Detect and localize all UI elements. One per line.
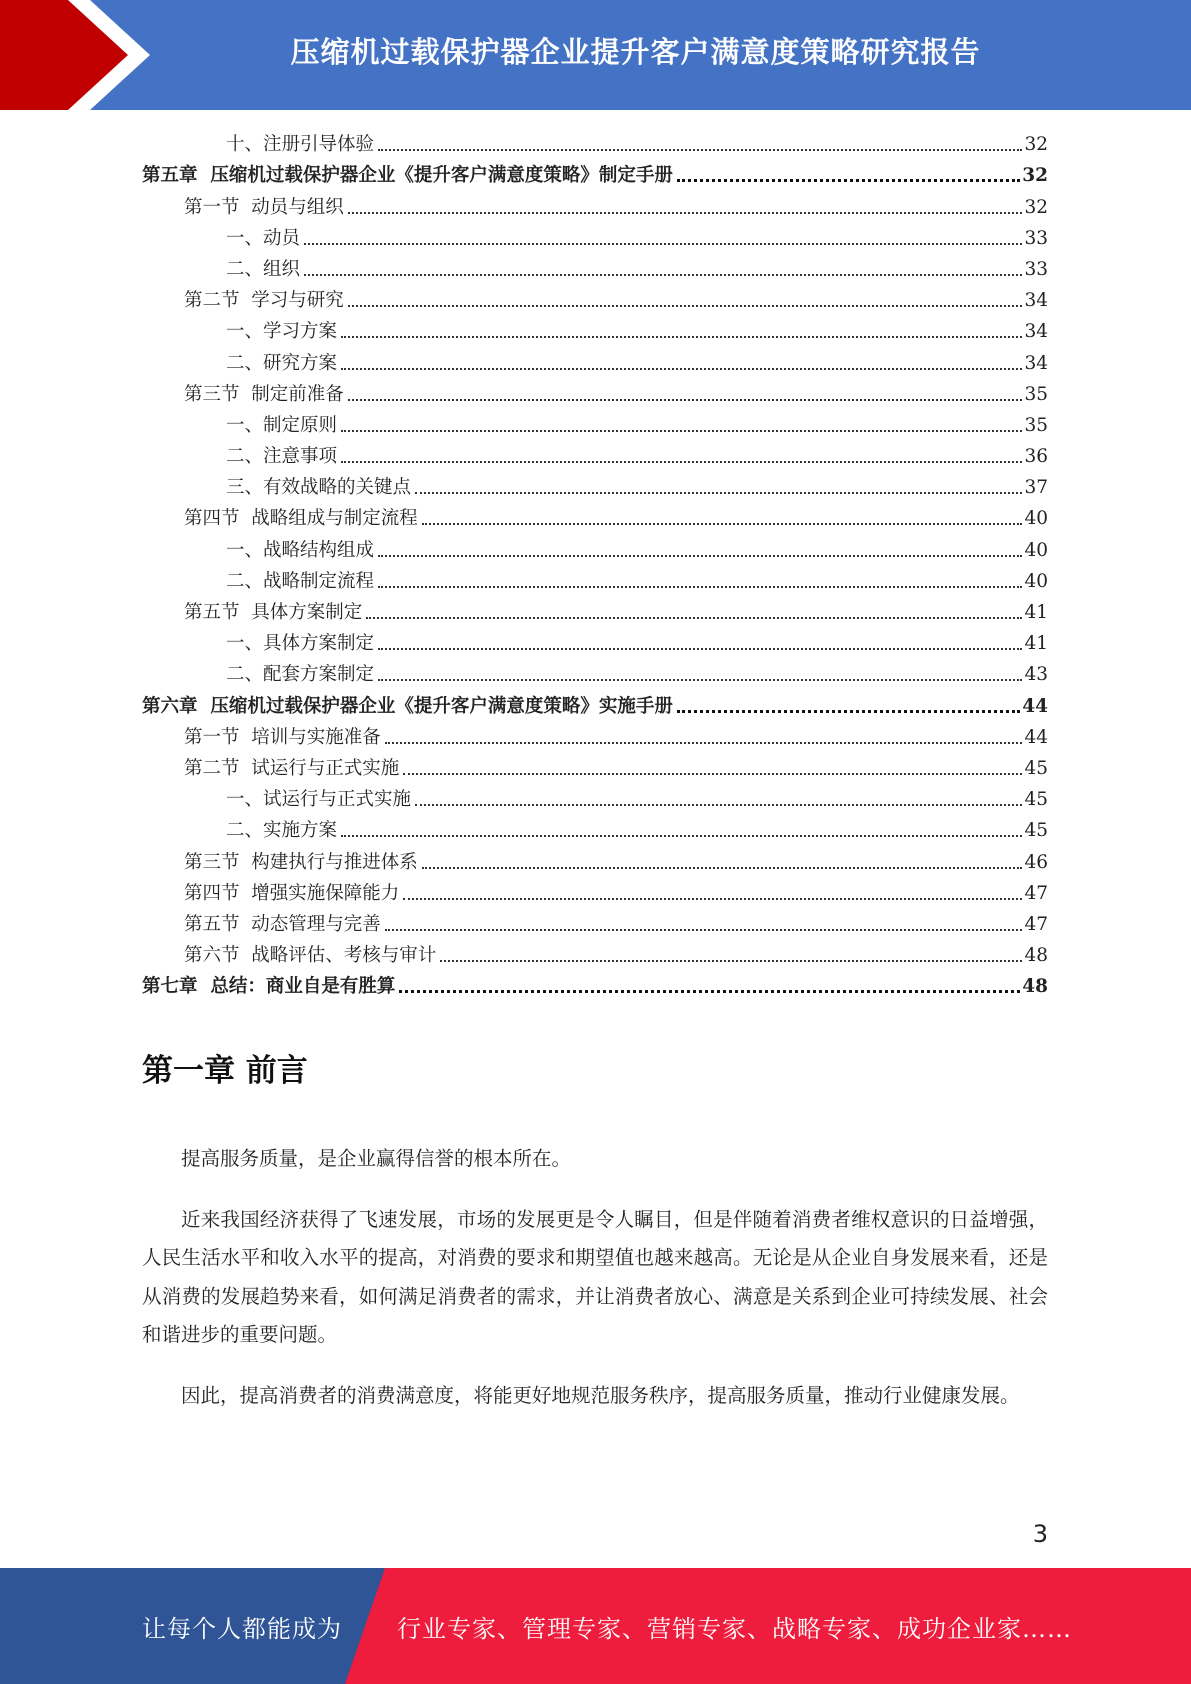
toc-entry[interactable] bbox=[142, 501, 1048, 532]
toc-entry-page: 44 bbox=[1024, 726, 1048, 748]
toc-leader-dots bbox=[366, 617, 1022, 619]
toc-entry[interactable] bbox=[142, 377, 1048, 408]
toc-entry-label: 第二节 学习与研究 bbox=[184, 290, 344, 312]
toc-leader-dots bbox=[415, 804, 1022, 806]
toc-entry-label: 第二节 试运行与正式实施 bbox=[184, 757, 400, 779]
toc-entry-page: 33 bbox=[1024, 227, 1048, 249]
toc-leader-dots bbox=[422, 523, 1023, 525]
toc-entry-page: 48 bbox=[1022, 976, 1048, 998]
toc-entry-label: 第五节 具体方案制定 bbox=[184, 602, 363, 623]
toc-entry-label: 一、具体方案制定 bbox=[226, 633, 375, 655]
footer-slogan-left: 让每个人都能成为 bbox=[142, 1614, 342, 1643]
toc-entry-page: 34 bbox=[1024, 352, 1048, 374]
paragraph: 提高服务质量，是企业赢得信誉的根本所在。 bbox=[181, 1147, 572, 1170]
toc-leader-dots bbox=[378, 586, 1022, 588]
paragraph: 近来我国经济获得了飞速发展，市场的发展更是令人瞩目，但是伴随着消费者维权意识的日益增强，人民生活水平和收入水平的提高，对消费的要求和期望值也越来越高。无论是从企业自身发展来看，还是从消费的发展趋势来看，如何满足消费者的需求，并让消费者放心、满意是关系到企业可持续发展、社会和谐进步的重要问题。 bbox=[142, 1207, 1048, 1346]
toc-entry[interactable] bbox=[142, 657, 1048, 688]
toc-entry-page: 34 bbox=[1024, 290, 1048, 312]
header-title: 压缩机过载保护器企业提升客户满意度策略研究报告 bbox=[290, 34, 981, 69]
toc-entry-label: 第四节 增强实施保障能力 bbox=[184, 882, 400, 904]
chapter-body bbox=[142, 1140, 1048, 1415]
toc-entry-page: 32 bbox=[1024, 134, 1048, 156]
toc-entry[interactable] bbox=[142, 720, 1048, 751]
toc-entry-label: 二、注意事项 bbox=[226, 446, 338, 468]
toc-leader-dots bbox=[415, 492, 1022, 494]
toc-leader-dots bbox=[378, 648, 1022, 650]
toc-entry[interactable] bbox=[142, 876, 1048, 907]
toc-entry-label: 十、注册引导体验 bbox=[226, 134, 375, 156]
toc-entry-label: 二、研究方案 bbox=[226, 352, 338, 374]
chapter-title: 第一章 前言 bbox=[142, 1053, 308, 1089]
toc-leader-dots bbox=[341, 430, 1022, 432]
toc-entry[interactable] bbox=[142, 907, 1048, 938]
toc-leader-dots bbox=[341, 336, 1022, 338]
toc-entry-page: 41 bbox=[1024, 602, 1048, 623]
toc-leader-dots bbox=[341, 835, 1022, 837]
toc-entry-label: 第六节 战略评估、考核与审计 bbox=[184, 945, 437, 967]
table-of-contents bbox=[142, 127, 1048, 1000]
toc-entry-label: 第六章 压缩机过载保护器企业《提升客户满意度策略》实施手册 bbox=[142, 695, 673, 717]
toc-entry[interactable] bbox=[142, 470, 1048, 501]
paragraph: 因此，提高消费者的消费满意度，将能更好地规范服务秩序，提高服务质量，推动行业健康发展。 bbox=[181, 1383, 1020, 1407]
toc-leader-dots bbox=[385, 742, 1023, 744]
toc-leader-dots bbox=[341, 461, 1022, 463]
toc-entry-page: 47 bbox=[1024, 882, 1048, 904]
toc-leader-dots bbox=[677, 710, 1020, 713]
toc-entry[interactable] bbox=[142, 626, 1048, 657]
toc-entry[interactable] bbox=[142, 844, 1048, 875]
toc-leader-dots bbox=[348, 399, 1023, 401]
toc-entry-page: 45 bbox=[1024, 820, 1048, 842]
toc-entry[interactable] bbox=[142, 532, 1048, 563]
toc-entry[interactable] bbox=[142, 439, 1048, 470]
toc-leader-dots bbox=[348, 305, 1023, 307]
toc-entry[interactable] bbox=[142, 283, 1048, 314]
toc-leader-dots bbox=[385, 929, 1023, 931]
toc-entry-label: 第四节 战略组成与制定流程 bbox=[184, 508, 418, 530]
toc-entry[interactable] bbox=[142, 595, 1048, 626]
toc-entry-page: 45 bbox=[1024, 757, 1048, 779]
toc-entry[interactable] bbox=[142, 252, 1048, 283]
toc-entry[interactable] bbox=[142, 938, 1048, 969]
toc-leader-dots bbox=[440, 960, 1022, 962]
toc-entry-page: 40 bbox=[1024, 508, 1048, 530]
toc-leader-dots bbox=[378, 679, 1022, 681]
toc-entry-page: 48 bbox=[1024, 945, 1048, 967]
toc-entry-label: 第三节 构建执行与推进体系 bbox=[184, 851, 418, 873]
page-header bbox=[0, 0, 1191, 110]
toc-entry-label: 二、战略制定流程 bbox=[226, 570, 375, 592]
toc-entry-page: 37 bbox=[1024, 477, 1048, 499]
toc-entry[interactable] bbox=[142, 813, 1048, 844]
toc-entry-label: 第七章 总结：商业自是有胜算 bbox=[142, 976, 396, 998]
footer-slogan-right: 行业专家、管理专家、营销专家、战略专家、成功企业家…… bbox=[397, 1614, 1072, 1643]
toc-entry-page: 44 bbox=[1022, 695, 1048, 717]
toc-entry-label: 一、战略结构组成 bbox=[226, 539, 375, 561]
toc-entry-page: 32 bbox=[1022, 165, 1048, 187]
toc-entry-label: 二、配套方案制定 bbox=[226, 664, 375, 686]
toc-entry-label: 一、制定原则 bbox=[226, 414, 338, 436]
toc-leader-dots bbox=[403, 898, 1022, 900]
toc-leader-dots bbox=[378, 149, 1022, 151]
toc-entry-label: 一、试运行与正式实施 bbox=[226, 789, 412, 811]
toc-leader-dots bbox=[677, 179, 1020, 182]
toc-entry-page: 34 bbox=[1024, 321, 1048, 343]
toc-entry-page: 35 bbox=[1024, 414, 1048, 436]
page-number: 3 bbox=[1032, 1520, 1048, 1548]
toc-entry[interactable] bbox=[142, 189, 1048, 220]
toc-entry-page: 43 bbox=[1024, 664, 1048, 686]
toc-entry-label: 第一节 培训与实施准备 bbox=[184, 726, 381, 748]
toc-entry-label: 第五章 压缩机过载保护器企业《提升客户满意度策略》制定手册 bbox=[142, 165, 673, 187]
toc-entry-page: 46 bbox=[1024, 851, 1048, 873]
toc-entry[interactable] bbox=[142, 688, 1048, 719]
toc-leader-dots bbox=[403, 773, 1022, 775]
toc-entry-page: 41 bbox=[1024, 633, 1048, 655]
toc-entry-label: 第三节 制定前准备 bbox=[184, 383, 344, 405]
toc-entry-page: 40 bbox=[1024, 570, 1048, 592]
toc-entry-page: 35 bbox=[1024, 383, 1048, 405]
toc-entry[interactable] bbox=[142, 127, 1048, 158]
page-footer bbox=[0, 1568, 1191, 1684]
toc-entry-page: 33 bbox=[1024, 258, 1048, 280]
toc-leader-dots bbox=[378, 555, 1022, 557]
toc-entry-label: 一、动员 bbox=[226, 227, 301, 249]
toc-leader-dots bbox=[348, 212, 1023, 214]
toc-entry-page: 40 bbox=[1024, 539, 1048, 561]
toc-entry[interactable] bbox=[142, 408, 1048, 439]
toc-entry[interactable] bbox=[142, 782, 1048, 813]
toc-entry[interactable] bbox=[142, 751, 1048, 782]
toc-entry-page: 36 bbox=[1024, 446, 1048, 468]
toc-entry-label: 第五节 动态管理与完善 bbox=[184, 913, 381, 935]
toc-entry-page: 32 bbox=[1024, 196, 1048, 218]
toc-entry-label: 一、学习方案 bbox=[226, 321, 338, 343]
toc-entry[interactable] bbox=[142, 969, 1048, 1000]
toc-leader-dots bbox=[304, 243, 1022, 245]
toc-entry-page: 47 bbox=[1024, 913, 1048, 935]
toc-entry-label: 三、有效战略的关键点 bbox=[226, 477, 412, 499]
toc-leader-dots bbox=[304, 274, 1022, 276]
toc-leader-dots bbox=[341, 368, 1022, 370]
toc-leader-dots bbox=[399, 990, 1020, 993]
toc-entry[interactable] bbox=[142, 314, 1048, 345]
toc-entry[interactable] bbox=[142, 221, 1048, 252]
toc-entry[interactable] bbox=[142, 345, 1048, 376]
toc-entry-label: 二、实施方案 bbox=[226, 820, 338, 842]
toc-entry-page: 45 bbox=[1024, 789, 1048, 811]
toc-entry[interactable] bbox=[142, 158, 1048, 189]
toc-leader-dots bbox=[422, 867, 1023, 869]
toc-entry-label: 二、组织 bbox=[226, 258, 301, 280]
toc-entry-label: 第一节 动员与组织 bbox=[184, 196, 344, 218]
toc-entry[interactable] bbox=[142, 564, 1048, 595]
